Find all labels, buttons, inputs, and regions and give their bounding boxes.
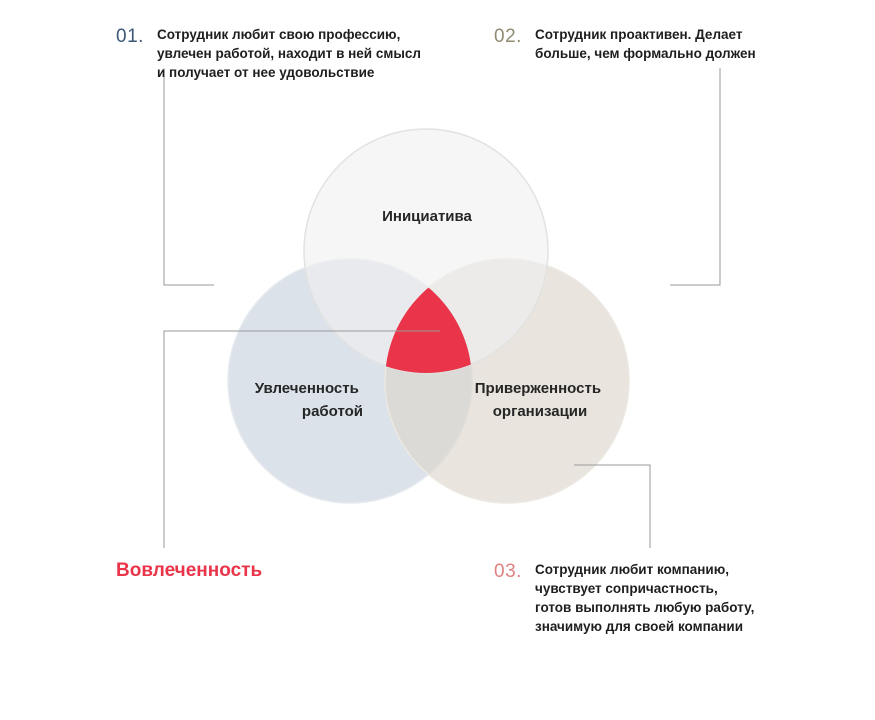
note-02-line: Сотрудник проактивен. Делает [535, 27, 743, 42]
connector-line-02 [670, 68, 720, 285]
note-number-02: 02. [494, 26, 522, 47]
note-01-line: и получает от нее удовольствие [157, 65, 375, 80]
note-number-01: 01. [116, 26, 144, 47]
note-01-line: увлечен работой, находит в ней смысл [157, 46, 421, 61]
note-03-line: значимую для своей компании [535, 619, 744, 634]
note-text-01 [157, 25, 421, 82]
label-commitment: Приверженность организации [474, 380, 602, 420]
note-text-02 [535, 25, 756, 63]
label-engagement: Увлеченность работой [254, 380, 363, 420]
connector-line-03 [574, 465, 650, 548]
label-initiative: Инициатива [382, 208, 472, 225]
note-text-03 [535, 560, 754, 636]
note-03-line: готов выполнять любую работу, [535, 600, 755, 615]
result-label: Вовлеченность [116, 560, 263, 581]
note-01-line: Сотрудник любит свою профессию, [157, 27, 401, 42]
note-number-03: 03. [494, 561, 522, 582]
note-03-line: Сотрудник любит компанию, [535, 562, 729, 577]
connector-line-01 [164, 68, 214, 285]
note-03-line: чувствует сопричастность, [535, 581, 718, 596]
note-02-line: больше, чем формально должен [535, 46, 756, 61]
